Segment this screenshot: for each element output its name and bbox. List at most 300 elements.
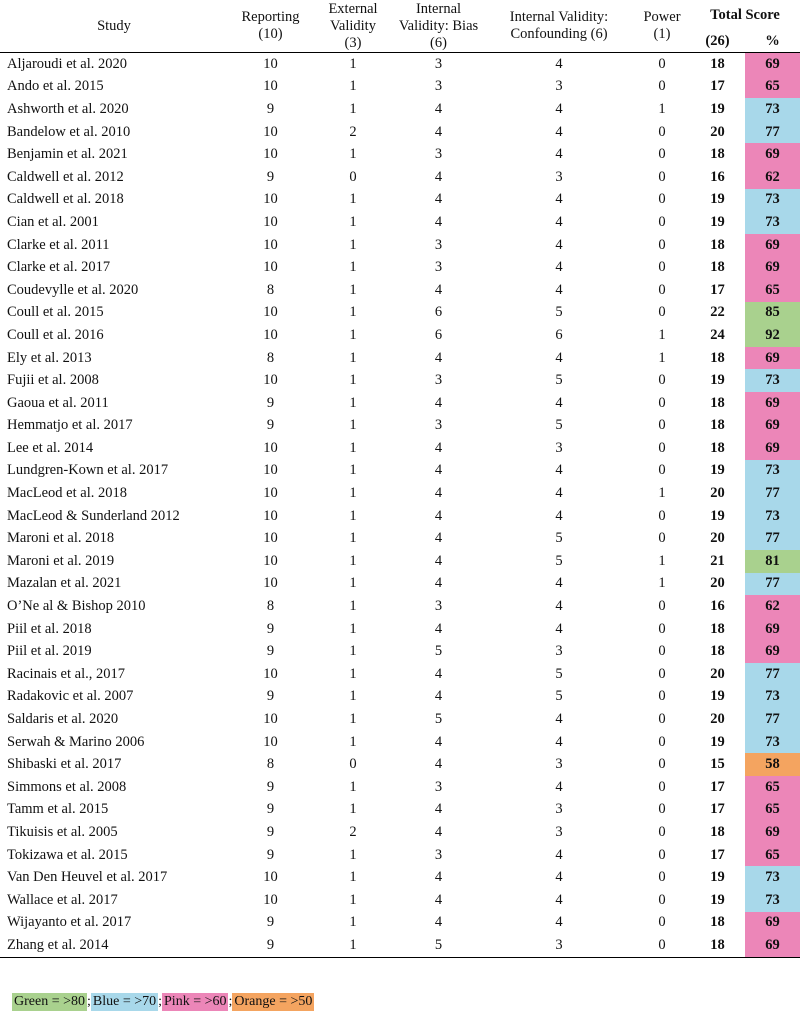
cell-reporting: 9: [266, 846, 275, 863]
cell-reporting: 10: [263, 733, 278, 750]
cell-total: 16: [710, 598, 725, 615]
cell-total: 18: [710, 146, 725, 163]
cell-bias: 4: [434, 869, 443, 886]
cell-pct: 69: [745, 821, 800, 844]
cell-bias: 4: [434, 665, 443, 682]
cell-total: 16: [710, 168, 725, 185]
cell-total: 18: [710, 914, 725, 931]
cell-confounding: 5: [555, 552, 563, 569]
cell-pct: 73: [745, 98, 800, 121]
cell-bias: 4: [434, 733, 443, 750]
table-header: [0, 0, 800, 53]
cell-reporting: 10: [263, 711, 278, 728]
cell-pct: 65: [745, 799, 800, 822]
cell-reporting: 10: [263, 891, 278, 908]
cell-total: 19: [710, 462, 725, 479]
cell-pct: 65: [745, 76, 800, 99]
header-total-score: Total Score: [710, 6, 780, 23]
cell-reporting: 10: [263, 439, 278, 456]
cell-pct: 73: [745, 731, 800, 754]
cell-power: 0: [658, 236, 666, 253]
cell-study: Maroni et al. 2019: [7, 552, 115, 569]
cell-external: 1: [349, 869, 357, 886]
cell-bias: 3: [434, 146, 443, 163]
cell-reporting: 9: [266, 620, 275, 637]
table-row: [0, 595, 800, 618]
cell-power: 1: [658, 326, 666, 343]
cell-reporting: 10: [263, 191, 278, 208]
cell-study: Zhang et al. 2014: [0, 934, 228, 957]
cell-study: Coull et al. 2016: [7, 326, 104, 343]
cell-power: 1: [658, 100, 666, 117]
cell-study: Piil et al. 2018: [7, 620, 92, 637]
cell-pct: 77: [745, 663, 800, 686]
cell-total: 21: [710, 552, 725, 569]
cell-external: 1: [313, 934, 393, 957]
cell-study: Simmons et al. 2008: [7, 778, 127, 795]
cell-pct: 58: [745, 753, 800, 776]
cell-total: 19: [710, 191, 725, 208]
cell-bias: 4: [434, 394, 443, 411]
cell-study: Shibaski et al. 2017: [7, 756, 122, 773]
cell-reporting: 9: [228, 934, 313, 957]
cell-confounding: 4: [555, 462, 563, 479]
cell-power: 0: [658, 530, 666, 547]
cell-reporting: 10: [263, 575, 278, 592]
table-row: [0, 279, 800, 302]
cell-confounding: 4: [555, 733, 563, 750]
cell-study: Ashworth et al. 2020: [7, 100, 129, 117]
table-row: [0, 821, 800, 844]
cell-pct: 69: [745, 53, 800, 76]
cell-reporting: 10: [263, 530, 278, 547]
cell-confounding: 4: [555, 259, 563, 276]
cell-external: 1: [349, 801, 357, 818]
cell-total: 19: [710, 213, 725, 230]
cell-study: Saldaris et al. 2020: [7, 711, 119, 728]
cell-total: 24: [710, 326, 725, 343]
cell-external: 1: [349, 665, 357, 682]
cell-power: 0: [658, 914, 666, 931]
cell-power: 0: [658, 665, 666, 682]
cell-power: 0: [658, 123, 666, 140]
cell-external: 1: [349, 304, 357, 321]
cell-total: 19: [710, 100, 725, 117]
cell-external: 1: [349, 711, 357, 728]
table-row: [0, 663, 800, 686]
cell-external: 1: [349, 575, 357, 592]
cell-confounding: 3: [555, 801, 563, 818]
cell-reporting: 10: [263, 665, 278, 682]
cell-bias: 4: [434, 801, 443, 818]
cell-confounding: 5: [555, 530, 563, 547]
table-row: [0, 799, 800, 822]
cell-external: 1: [349, 191, 357, 208]
cell-power: 1: [658, 349, 666, 366]
table-row: [0, 640, 800, 663]
cell-confounding: 4: [555, 507, 563, 524]
cell-study: Wallace et al. 2017: [7, 891, 118, 908]
cell-pct: 69: [745, 347, 800, 370]
cell-power: 0: [658, 213, 666, 230]
cell-reporting: 10: [263, 78, 278, 95]
table-row: [0, 143, 800, 166]
cell-study: Wijayanto et al. 2017: [7, 914, 132, 931]
cell-total: 19: [710, 869, 725, 886]
cell-total: 22: [710, 304, 725, 321]
cell-bias: 3: [434, 259, 443, 276]
cell-power: 0: [658, 439, 666, 456]
cell-pct: 92: [745, 324, 800, 347]
cell-study: Radakovic et al. 2007: [7, 688, 134, 705]
cell-pct: 73: [745, 889, 800, 912]
cell-total: 18: [710, 236, 725, 253]
cell-study: Tamm et al. 2015: [7, 801, 109, 818]
cell-reporting: 10: [263, 507, 278, 524]
cell-external: 1: [349, 236, 357, 253]
cell-bias: 4: [434, 191, 443, 208]
cell-external: 1: [349, 281, 357, 298]
table-row: [0, 53, 800, 76]
cell-total: 18: [710, 349, 725, 366]
cell-bias: 4: [434, 349, 443, 366]
cell-bias: 3: [434, 778, 443, 795]
cell-bias: 4: [434, 914, 443, 931]
cell-bias: 4: [434, 439, 443, 456]
cell-confounding: 4: [555, 485, 563, 502]
cell-external: 0: [349, 168, 357, 185]
legend-separator: ;: [158, 994, 163, 1009]
table-row: [0, 437, 800, 460]
cell-total: 18: [710, 823, 725, 840]
cell-power: 0: [658, 869, 666, 886]
cell-external: 1: [349, 462, 357, 479]
table-row: [0, 121, 800, 144]
cell-total: 19: [710, 891, 725, 908]
table-row: [0, 166, 800, 189]
cell-external: 1: [349, 891, 357, 908]
cell-confounding: 3: [555, 168, 563, 185]
cell-pct: 65: [745, 776, 800, 799]
cell-pct: 73: [745, 189, 800, 212]
cell-external: 1: [349, 100, 357, 117]
cell-study: Racinais et al., 2017: [7, 665, 125, 682]
header-percent: %: [745, 30, 800, 53]
table-row: [0, 347, 800, 370]
header-power: Power (1): [634, 0, 690, 53]
cell-power: 1: [658, 485, 666, 502]
table-row: [0, 618, 800, 641]
cell-power: 1: [658, 552, 666, 569]
table-row: [0, 708, 800, 731]
cell-external: 1: [349, 417, 357, 434]
cell-confounding: 3: [555, 439, 563, 456]
table-row: [0, 189, 800, 212]
table-row: [0, 731, 800, 754]
cell-total: 17: [710, 281, 725, 298]
cell-power: 0: [658, 191, 666, 208]
cell-reporting: 9: [266, 394, 275, 411]
cell-bias: 3: [434, 78, 443, 95]
cell-confounding: 3: [555, 756, 563, 773]
cell-power: 0: [658, 733, 666, 750]
cell-pct: 62: [745, 595, 800, 618]
legend-item: Green = >80: [14, 994, 85, 1009]
cell-pct: 73: [745, 460, 800, 483]
cell-total: 18: [690, 934, 745, 957]
cell-bias: 3: [434, 417, 443, 434]
cell-study: Gaoua et al. 2011: [7, 394, 109, 411]
cell-power: 0: [658, 259, 666, 276]
legend-item: Blue = >70: [92, 994, 157, 1009]
cell-bias: 4: [434, 213, 443, 230]
cell-reporting: 10: [263, 213, 278, 230]
table-row: [0, 866, 800, 889]
cell-bias: 4: [434, 575, 443, 592]
cell-reporting: 10: [263, 123, 278, 140]
cell-pct: 69: [745, 640, 800, 663]
table-row: [0, 324, 800, 347]
cell-pct: 69: [745, 415, 800, 438]
cell-power: 0: [658, 462, 666, 479]
cell-bias: 3: [434, 846, 443, 863]
table-row: [0, 76, 800, 99]
cell-reporting: 10: [263, 485, 278, 502]
table-row: [0, 753, 800, 776]
cell-study: Lundgren-Kown et al. 2017: [7, 462, 169, 479]
cell-power: 0: [658, 643, 666, 660]
cell-power: 0: [658, 778, 666, 795]
cell-power: 0: [634, 934, 690, 957]
cell-confounding: 4: [555, 778, 563, 795]
cell-reporting: 9: [266, 643, 275, 660]
table-row: [0, 98, 800, 121]
cell-power: 0: [658, 598, 666, 615]
table-row: [0, 302, 800, 325]
cell-total: 18: [710, 620, 725, 637]
cell-pct: 73: [745, 505, 800, 528]
cell-total: 19: [710, 733, 725, 750]
cell-reporting: 9: [266, 778, 275, 795]
table-row: [0, 912, 800, 935]
cell-total: 15: [710, 756, 725, 773]
cell-total: 19: [710, 372, 725, 389]
table-row: [0, 369, 800, 392]
cell-power: 0: [658, 891, 666, 908]
cell-bias: 5: [434, 643, 443, 660]
cell-pct: 77: [745, 573, 800, 596]
cell-bias: 3: [434, 55, 443, 72]
cell-study: Van Den Heuvel et al. 2017: [7, 869, 168, 886]
cell-external: 1: [349, 372, 357, 389]
cell-confounding: 4: [555, 146, 563, 163]
cell-power: 0: [658, 620, 666, 637]
cell-study: Hemmatjo et al. 2017: [7, 417, 133, 434]
table-row: [0, 550, 800, 573]
cell-total: 18: [710, 439, 725, 456]
cell-total: 19: [710, 507, 725, 524]
cell-confounding: 4: [555, 55, 563, 72]
cell-pct: 81: [745, 550, 800, 573]
cell-confounding: 4: [555, 891, 563, 908]
cell-bias: 4: [434, 507, 443, 524]
cell-reporting: 8: [266, 349, 275, 366]
cell-power: 0: [658, 78, 666, 95]
cell-total: 20: [710, 123, 725, 140]
cell-study: MacLeod et al. 2018: [7, 485, 127, 502]
cell-study: Fujii et al. 2008: [7, 372, 99, 389]
cell-study: Serwah & Marino 2006: [7, 733, 145, 750]
cell-reporting: 10: [263, 462, 278, 479]
cell-pct: 65: [745, 844, 800, 867]
cell-study: Benjamin et al. 2021: [7, 146, 128, 163]
table-row: [0, 211, 800, 234]
cell-power: 0: [658, 372, 666, 389]
cell-confounding: 5: [555, 688, 563, 705]
cell-bias: 6: [434, 304, 443, 321]
header-internal-validity-confounding: Internal Validity: Confounding (6): [484, 0, 634, 53]
cell-confounding: 4: [555, 123, 563, 140]
cell-confounding: 4: [555, 575, 563, 592]
cell-pct: 73: [745, 686, 800, 709]
cell-external: 1: [349, 530, 357, 547]
cell-reporting: 8: [266, 281, 275, 298]
cell-study: Tokizawa et al. 2015: [7, 846, 128, 863]
cell-confounding: 4: [555, 236, 563, 253]
cell-power: 0: [658, 417, 666, 434]
cell-external: 1: [349, 778, 357, 795]
cell-reporting: 10: [263, 55, 278, 72]
cell-reporting: 9: [266, 100, 275, 117]
cell-external: 1: [349, 643, 357, 660]
table-row: [0, 415, 800, 438]
cell-total: 18: [710, 259, 725, 276]
cell-pct: 73: [745, 866, 800, 889]
cell-external: 2: [349, 123, 357, 140]
cell-total: 20: [710, 575, 725, 592]
table-row: [0, 573, 800, 596]
cell-power: 0: [658, 823, 666, 840]
cell-reporting: 8: [266, 598, 275, 615]
cell-reporting: 9: [266, 914, 275, 931]
cell-confounding: 5: [555, 372, 563, 389]
cell-bias: 4: [434, 168, 443, 185]
cell-external: 1: [349, 394, 357, 411]
cell-power: 0: [658, 146, 666, 163]
cell-bias: 4: [434, 100, 443, 117]
cell-study: Clarke et al. 2011: [7, 236, 110, 253]
cell-pct: 85: [745, 302, 800, 325]
cell-total: 17: [710, 801, 725, 818]
cell-bias: 4: [434, 281, 443, 298]
table-row: [0, 505, 800, 528]
legend-separator: ;: [87, 994, 91, 1009]
cell-bias: 3: [434, 598, 443, 615]
cell-total: 20: [710, 665, 725, 682]
cell-total: 18: [710, 643, 725, 660]
cell-confounding: 4: [555, 869, 563, 886]
cell-study: Bandelow et al. 2010: [7, 123, 131, 140]
legend-item: Orange = >50: [234, 994, 313, 1009]
cell-total: 18: [710, 417, 725, 434]
table-row: [0, 889, 800, 912]
header-total-max: (26): [690, 30, 745, 53]
cell-total: 18: [710, 394, 725, 411]
cell-reporting: 9: [266, 688, 275, 705]
cell-total: 17: [710, 846, 725, 863]
cell-bias: 4: [434, 620, 443, 637]
cell-confounding: 4: [555, 281, 563, 298]
cell-external: 1: [349, 439, 357, 456]
cell-study: Cian et al. 2001: [7, 213, 99, 230]
header-external-validity: External Validity (3): [313, 0, 393, 53]
cell-power: 0: [658, 688, 666, 705]
cell-pct: 69: [745, 256, 800, 279]
table-row: [0, 256, 800, 279]
cell-external: 1: [349, 146, 357, 163]
cell-bias: 6: [434, 326, 443, 343]
cell-external: 1: [349, 507, 357, 524]
table-row: [0, 527, 800, 550]
cell-reporting: 10: [263, 552, 278, 569]
cell-bias: 5: [393, 934, 484, 957]
cell-pct: 69: [745, 143, 800, 166]
cell-reporting: 9: [266, 801, 275, 818]
table-row: [0, 234, 800, 257]
cell-study: Maroni et al. 2018: [7, 530, 115, 547]
cell-confounding: 4: [555, 349, 563, 366]
cell-reporting: 10: [263, 236, 278, 253]
cell-reporting: 9: [266, 823, 275, 840]
cell-confounding: 4: [555, 100, 563, 117]
table-row: [0, 460, 800, 483]
cell-bias: 3: [434, 372, 443, 389]
cell-external: 1: [349, 349, 357, 366]
cell-study: Ely et al. 2013: [7, 349, 92, 366]
table-row: [0, 686, 800, 709]
cell-confounding: 3: [555, 643, 563, 660]
cell-pct: 73: [745, 211, 800, 234]
cell-total: 17: [710, 78, 725, 95]
cell-external: 1: [349, 326, 357, 343]
cell-pct: 69: [745, 934, 800, 957]
cell-total: 20: [710, 711, 725, 728]
cell-bias: 4: [434, 688, 443, 705]
cell-reporting: 10: [263, 372, 278, 389]
cell-study: Coull et al. 2015: [7, 304, 104, 321]
cell-confounding: 4: [555, 846, 563, 863]
cell-confounding: 5: [555, 417, 563, 434]
cell-total: 20: [710, 485, 725, 502]
cell-confounding: 3: [555, 78, 563, 95]
cell-external: 0: [349, 756, 357, 773]
cell-confounding: 3: [555, 823, 563, 840]
cell-pct: 77: [745, 527, 800, 550]
cell-power: 0: [658, 801, 666, 818]
cell-reporting: 10: [263, 146, 278, 163]
cell-pct: 69: [745, 437, 800, 460]
table-row: [0, 392, 800, 415]
cell-bias: 5: [434, 711, 443, 728]
cell-bias: 4: [434, 823, 443, 840]
cell-study: Ando et al. 2015: [7, 78, 104, 95]
cell-confounding: 4: [555, 213, 563, 230]
cell-confounding: 4: [555, 394, 563, 411]
cell-pct: 77: [745, 708, 800, 731]
cell-external: 1: [349, 733, 357, 750]
cell-study: Caldwell et al. 2018: [7, 191, 124, 208]
cell-bias: 4: [434, 123, 443, 140]
